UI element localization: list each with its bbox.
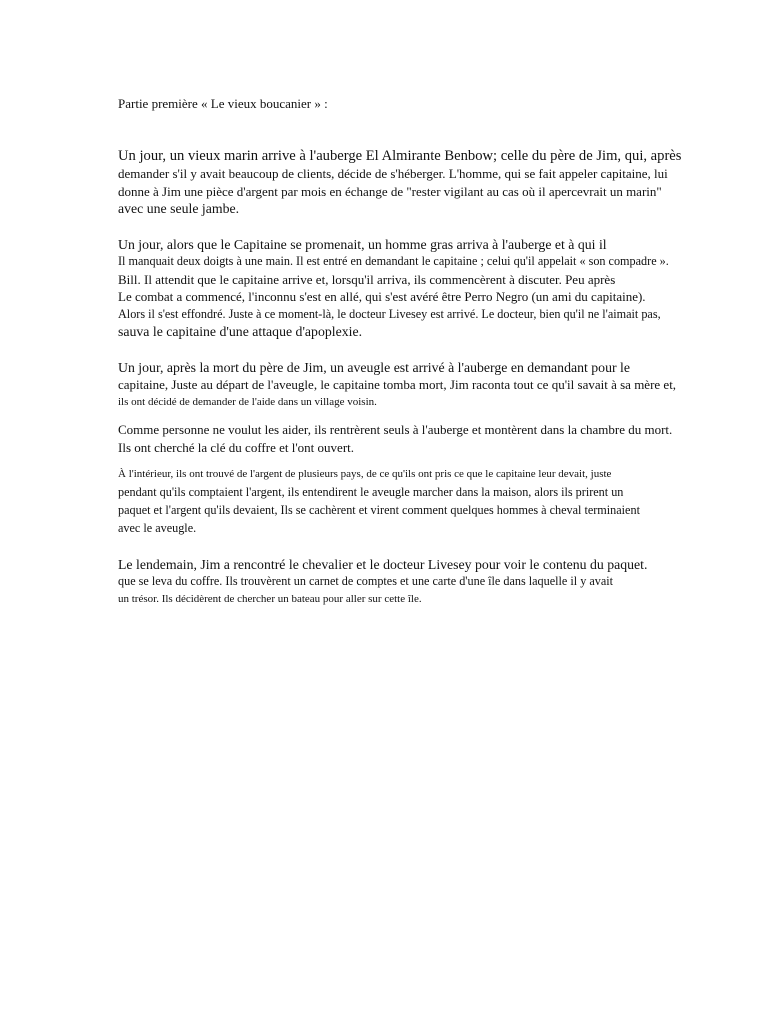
paragraph-line: Un jour, alors que le Capitaine se promenait, un homme gras arriva à l'auberge et à qui il bbox=[118, 237, 607, 252]
paragraph-line: avec une seule jambe. bbox=[118, 201, 240, 217]
paragraph-2 bbox=[118, 236, 678, 340]
paragraph-line: Ils ont cherché la clé du coffre et l'ont ouvert. bbox=[118, 440, 355, 455]
paragraph-line: Il manquait deux doigts à une main. Il est entré en demandant le capitaine ; celui qu'il appelait « son compadre ». bbox=[118, 254, 669, 269]
paragraph-line: Bill. Il attendit que le capitaine arrive et, lorsqu'il arriva, ils commencèrent à discuter. Peu après bbox=[118, 271, 616, 287]
paragraph-line: pendant qu'ils comptaient l'argent, ils entendirent le aveugle marcher dans la maison, alors ils prirent un bbox=[118, 485, 624, 499]
document-heading: Partie première « Le vieux boucanier » : bbox=[118, 96, 328, 111]
paragraph-line: que se leva du coffre. Ils trouvèrent un carnet de comptes et une carte d'une île dans laquelle il y avait bbox=[118, 574, 614, 589]
paragraph-line: Le lendemain, Jim a rencontré le chevalier et le docteur Livesey pour voir le contenu du paquet. bbox=[118, 557, 648, 572]
paragraph-line: paquet et l'argent qu'ils devaient, Ils se cachèrent et virent comment quelques hommes à cheval terminaient bbox=[118, 503, 640, 517]
paragraph-line: Un jour, après la mort du père de Jim, un aveugle est arrivé à l'auberge en demandant pour le bbox=[118, 360, 630, 375]
paragraph-1 bbox=[118, 148, 682, 218]
paragraph-line: capitaine, Juste au départ de l'aveugle, le capitaine tomba mort, Jim raconta tout ce qu'il savait à sa mère et, bbox=[118, 377, 677, 393]
paragraph-line: Comme personne ne voulut les aider, ils rentrèrent seuls à l'auberge et montèrent dans la chambre du mort. bbox=[118, 422, 673, 437]
paragraph-line: demander s'il y avait beaucoup de clients, décide de s'héberger. L'homme, qui se fait appeler capitaine, lui bbox=[118, 166, 668, 182]
paragraph-line: Un jour, un vieux marin arrive à l'auberge El Almirante Benbow; celle du père de Jim, qui, après bbox=[118, 148, 682, 164]
paragraph-5 bbox=[118, 465, 678, 537]
paragraph-6 bbox=[118, 556, 678, 608]
paragraph-line: avec le aveugle. bbox=[118, 521, 197, 535]
paragraph-line: un trésor. Ils décidèrent de chercher un bateau pour aller sur cette île. bbox=[118, 592, 422, 605]
paragraph-line: Le combat a commencé, l'inconnu s'est en allé, qui s'est avéré être Perro Negro (un ami du capitaine). bbox=[118, 289, 646, 305]
paragraph-line: ils ont décidé de demander de l'aide dans un village voisin. bbox=[118, 395, 377, 408]
paragraph-line: donne à Jim une pièce d'argent par mois en échange de "rester vigilant au cas où il apercevrait un marin" bbox=[118, 183, 662, 199]
paragraph-line: À l'intérieur, ils ont trouvé de l'argent de plusieurs pays, de ce qu'ils ont pris ce que le capitaine leur devait, juste bbox=[118, 468, 612, 480]
paragraph-line: Alors il s'est effondré. Juste à ce moment-là, le docteur Livesey est arrivé. Le docteur, bien qu'il ne l'aimait pas, bbox=[118, 306, 661, 321]
paragraph-3 bbox=[118, 359, 678, 411]
paragraph-line: sauva le capitaine d'une attaque d'apoplexie. bbox=[118, 323, 363, 339]
paragraph-4 bbox=[118, 421, 678, 457]
